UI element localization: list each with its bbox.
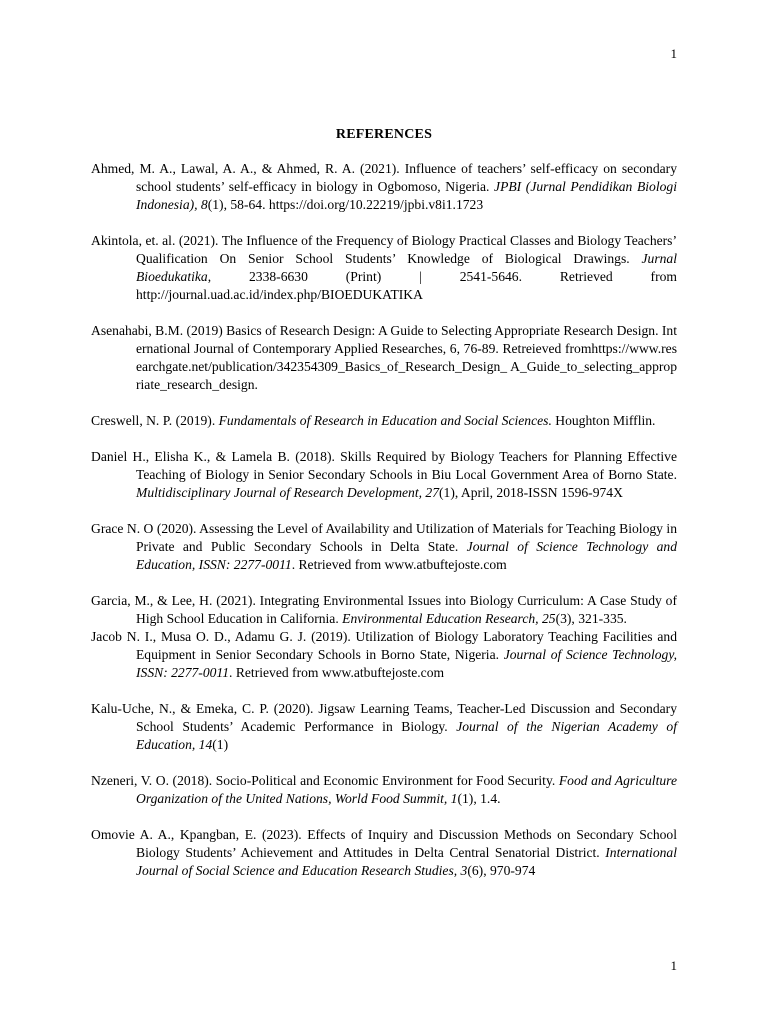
reference-text: Garcia, M., & Lee, H. (2021). Integrating Environmental Issues into Biology Curriculum: A Case Study of High School Education in California. [91, 593, 677, 626]
reference-details: (1) [212, 737, 229, 752]
page-number-top: 1 [670, 46, 677, 61]
reference-details: (3), 321-335. [555, 611, 627, 626]
reference-entry [91, 772, 677, 808]
reference-entry [91, 160, 677, 214]
reference-source: Fundamentals of Research in Education and Social Sciences. [218, 413, 552, 428]
reference-details: (1), 58-64. https://doi.org/10.22219/jpbi.v8i1.1723 [207, 197, 484, 212]
reference-details: . Retrieved from www.atbuftejoste.com [291, 557, 507, 572]
reference-text: Kalu-Uche, N., & Emeka, C. P. (2020). Jigsaw Learning Teams, Teacher-Led Discussion and Secondary School Students’ Academic Performance in Biology. [91, 701, 677, 734]
reference-details: (1), April, 2018-ISSN 1596-974X [439, 485, 623, 500]
reference-text: Creswell, N. P. (2019). [91, 413, 219, 428]
reference-source: Multidisciplinary Journal of Research Development, 27 [136, 485, 440, 500]
reference-details: . Retrieved from www.atbuftejoste.com [229, 665, 445, 680]
reference-source: Jurnal Bioedukatika [136, 251, 677, 284]
reference-details: Houghton Mifflin. [551, 413, 656, 428]
reference-source: Journal of the Nigerian Academy of Education, 14 [136, 719, 677, 752]
reference-entry [91, 700, 677, 754]
reference-text: Akintola, et. al. (2021). The Influence of the Frequency of Biology Practical Classes and Biology Teachers’ Qualification On Senior School Students’ Knowledge of Biological Drawings. [91, 233, 677, 266]
reference-text: Nzeneri, V. O. (2018). Socio-Political and Economic Environment for Food Security. [91, 773, 559, 788]
reference-details: (1), 1.4. [457, 791, 501, 806]
references-heading: REFERENCES [335, 127, 433, 142]
reference-source: JPBI (Jurnal Pendidikan Biologi Indonesia), 8 [136, 179, 677, 212]
reference-text: Grace N. O (2020). Assessing the Level of Availability and Utilization of Materials for Teaching Biology in Private and Public Secondary Schools in Delta State. [91, 521, 677, 554]
reference-source: Journal of Science Technology and Education, ISSN: 2277-0011 [136, 539, 677, 572]
page-number-bottom: 1 [670, 958, 677, 973]
reference-entry [91, 232, 677, 304]
reference-entry [91, 592, 677, 628]
reference-source: Environmental Education Research, 25 [342, 611, 556, 626]
reference-details: , 2338-6630 (Print) | 2541-5646. Retrieved from http://journal.uad.ac.id/index.php/BIOEDUKATIKA [136, 269, 677, 302]
reference-entry [91, 448, 677, 502]
reference-source: Journal of Science Technology, ISSN: 2277-0011 [136, 647, 677, 680]
reference-text: Jacob N. I., Musa O. D., Adamu G. J. (2019). Utilization of Biology Laboratory Teaching Facilities and Equipment in Senior Secondary Schools in Borno State, Nigeria. [91, 629, 677, 662]
reference-source: International Journal of Social Science and Education Research Studies, 3 [136, 845, 677, 878]
reference-entry [91, 826, 677, 880]
reference-entry [91, 322, 677, 394]
reference-text: Asenahabi, B.M. (2019) Basics of Research Design: A Guide to Selecting Appropriate Research Design. International Journal of Contemporary Applied Researches, 6, 76-89. Retreieved fromhttps://www.researchgate.net/publication/342354309_Basics_of_Research_Design_ A_Guide_to_selecting_appropriate_research_design. [91, 323, 677, 392]
reference-entry [91, 520, 677, 574]
reference-text: Daniel H., Elisha K., & Lamela B. (2018). Skills Required by Biology Teachers for Planning Effective Teaching of Biology in Senior Secondary Schools in Biu Local Government Area of Borno State. [91, 449, 677, 482]
reference-list [91, 160, 677, 898]
reference-text: Ahmed, M. A., Lawal, A. A., & Ahmed, R. A. (2021). Influence of teachers’ self-efficacy on secondary school students’ self-efficacy in biology in Ogbomoso, Nigeria. [91, 161, 677, 194]
reference-details: (6), 970-974 [467, 863, 536, 878]
reference-entry [91, 412, 677, 430]
reference-source: Food and Agriculture Organization of the United Nations, World Food Summit, 1 [136, 773, 677, 806]
reference-entry [91, 628, 677, 682]
reference-text: Omovie A. A., Kpangban, E. (2023). Effects of Inquiry and Discussion Methods on Secondary School Biology Students’ Achievement and Attitudes in Delta Central Senatorial District. [91, 827, 677, 860]
